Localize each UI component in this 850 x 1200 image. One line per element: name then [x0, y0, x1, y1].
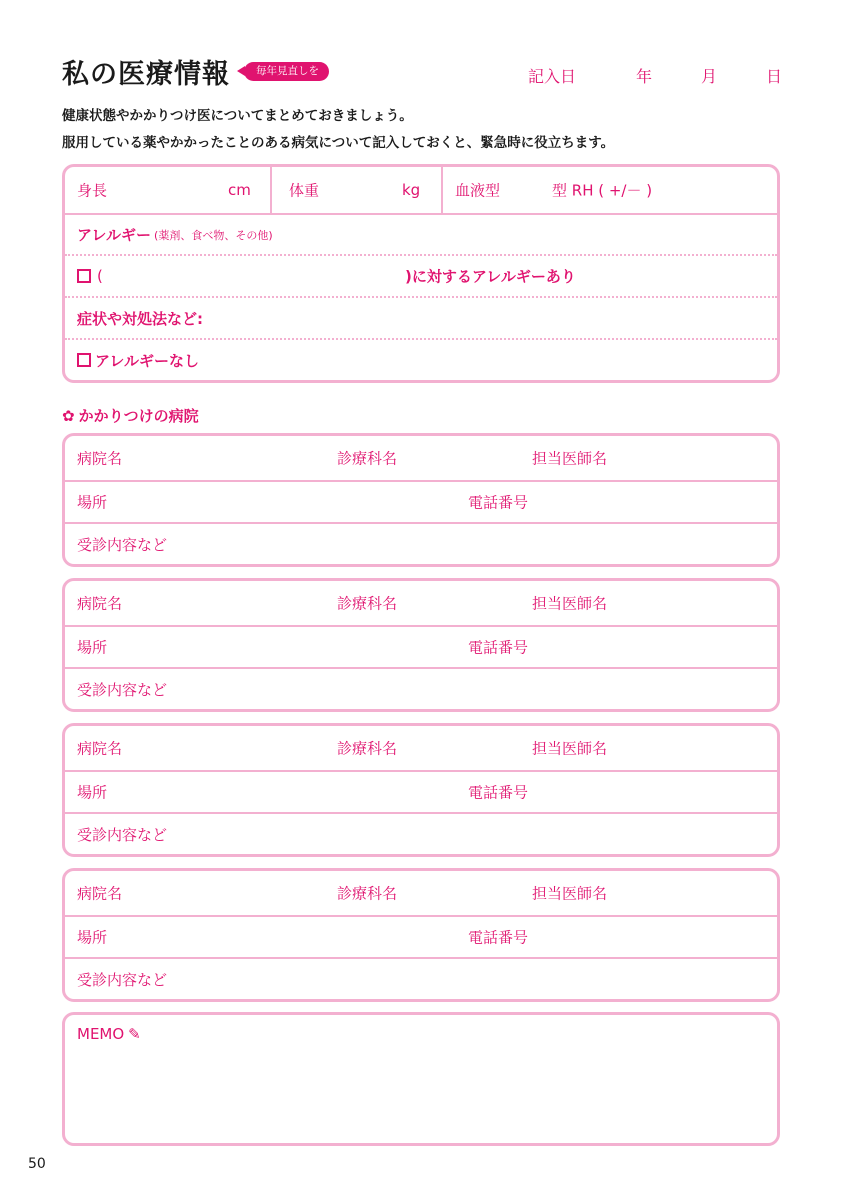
- height-label: 身長: [77, 181, 108, 200]
- hospital-name-label: 病院名: [77, 449, 123, 468]
- clinic-row-location: [65, 770, 777, 812]
- day-label: 日: [766, 67, 783, 86]
- intro-line-1: 健康状態やかかりつけ医についてまとめておきましょう。: [62, 108, 413, 124]
- month-label: 月: [701, 67, 718, 86]
- doctor-label: 担当医師名: [532, 884, 608, 903]
- memo-label: MEMO: [77, 1025, 125, 1043]
- department-label: 診療科名: [337, 449, 398, 468]
- year-label: 年: [636, 67, 653, 86]
- clinic-row-details: [65, 957, 777, 999]
- allergy-symptoms-label: 症状や対処法など:: [77, 309, 203, 328]
- phone-label: 電話番号: [468, 928, 529, 947]
- allergy-heading-note: (薬剤、食べ物、その他): [154, 228, 273, 242]
- blood-type-label: 血液型: [455, 181, 501, 200]
- details-label: 受診内容など: [77, 825, 168, 844]
- date-entry-label: 記入日: [528, 67, 577, 86]
- allergy-none-row: [65, 338, 777, 380]
- blood-type-rh: 型 RH ( +/－ ): [552, 181, 653, 200]
- weight-label: 体重: [289, 181, 320, 200]
- allergy-heading: アレルギー: [77, 226, 152, 244]
- location-label: 場所: [77, 783, 108, 802]
- personal-info-box: [62, 164, 780, 383]
- checkbox-icon[interactable]: [77, 269, 91, 283]
- allergy-open-paren: (: [97, 267, 103, 285]
- hospital-name-label: 病院名: [77, 594, 123, 613]
- height-unit: cm: [228, 181, 251, 199]
- details-label: 受診内容など: [77, 680, 168, 699]
- phone-label: 電話番号: [468, 493, 529, 512]
- doctor-label: 担当医師名: [532, 594, 608, 613]
- department-label: 診療科名: [337, 884, 398, 903]
- clinics-heading-label: かかりつけの病院: [78, 407, 199, 425]
- location-label: 場所: [77, 493, 108, 512]
- pencil-icon: ✎: [128, 1025, 141, 1043]
- clinics-heading: [62, 405, 199, 426]
- details-label: 受診内容など: [77, 970, 168, 989]
- checkbox-icon[interactable]: [77, 353, 91, 367]
- phone-label: 電話番号: [468, 783, 529, 802]
- memo-box: [62, 1012, 780, 1146]
- page-title: 私の医療情報: [62, 59, 230, 90]
- weight-unit: kg: [402, 181, 421, 199]
- allergy-none-label: アレルギーなし: [95, 351, 200, 370]
- clinic-row-details: [65, 522, 777, 564]
- clinic-box: [62, 433, 780, 567]
- details-label: 受診内容など: [77, 535, 168, 554]
- review-badge: 毎年見直しを: [244, 62, 329, 81]
- phone-label: 電話番号: [468, 638, 529, 657]
- body-metrics-row: [65, 167, 777, 213]
- memo-heading: [77, 1025, 141, 1043]
- clinic-row-details: [65, 667, 777, 709]
- divider: [441, 167, 443, 213]
- intro-line-2: 服用している薬やかかったことのある病気について記入しておくと、緊急時に役立ちます。: [62, 135, 615, 151]
- doctor-label: 担当医師名: [532, 449, 608, 468]
- allergy-yes-row: [65, 254, 777, 296]
- clinic-row-details: [65, 812, 777, 854]
- hospital-name-label: 病院名: [77, 884, 123, 903]
- clinic-row-names: [65, 726, 777, 770]
- department-label: 診療科名: [337, 739, 398, 758]
- page-number: 50: [28, 1156, 46, 1172]
- clinic-box: [62, 578, 780, 712]
- divider: [270, 167, 272, 213]
- doctor-label: 担当医師名: [532, 739, 608, 758]
- clinic-row-location: [65, 915, 777, 957]
- department-label: 診療科名: [337, 594, 398, 613]
- clinic-box: [62, 868, 780, 1002]
- location-label: 場所: [77, 638, 108, 657]
- hospital-name-label: 病院名: [77, 739, 123, 758]
- location-label: 場所: [77, 928, 108, 947]
- allergy-yes-label: )に対するアレルギーあり: [405, 267, 576, 286]
- allergy-heading-row: [65, 213, 777, 254]
- flower-icon: ✿: [62, 407, 75, 425]
- clinic-row-names: [65, 871, 777, 915]
- clinic-row-names: [65, 581, 777, 625]
- clinic-row-location: [65, 480, 777, 522]
- allergy-symptoms-row: [65, 296, 777, 338]
- clinic-box: [62, 723, 780, 857]
- clinic-row-location: [65, 625, 777, 667]
- clinic-row-names: [65, 436, 777, 480]
